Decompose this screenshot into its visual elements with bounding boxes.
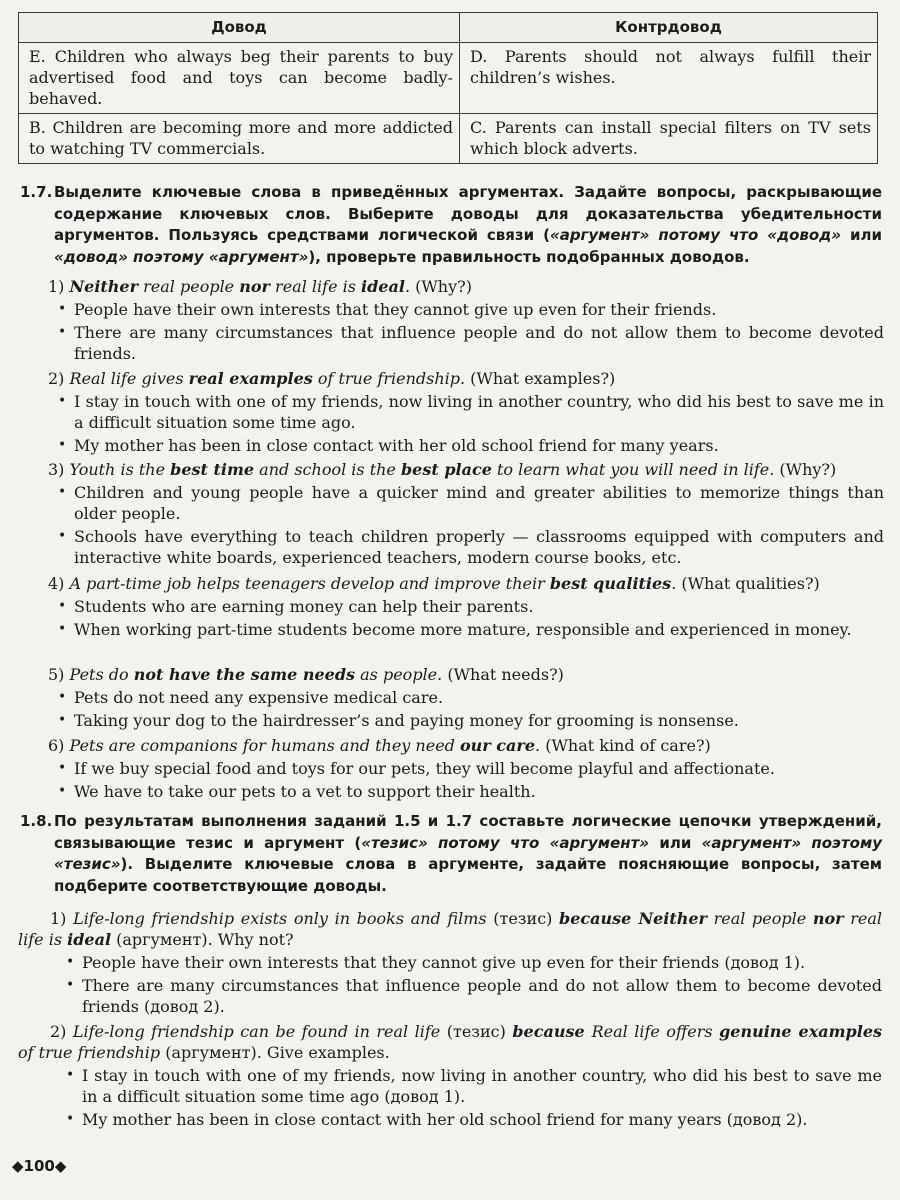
- thesis-label: (тезис): [486, 909, 560, 928]
- argument-text: [70, 460, 775, 479]
- question-text: (What qualities?): [676, 574, 820, 593]
- argument-item: [48, 573, 884, 642]
- table-cell: B. Children are becoming more and more addicted to watching TV commercials.: [19, 114, 460, 164]
- table-cell: E. Children who always beg their parents to buy advertised food and toys can become badly-behaved.: [19, 43, 460, 114]
- table-row: [19, 114, 878, 164]
- task-formula: «довод» поэтому «аргумент»: [54, 247, 309, 266]
- argument-fragment: real people: [138, 277, 240, 296]
- keyword: genuine examples: [719, 1022, 883, 1041]
- keyword: Neither: [638, 909, 707, 928]
- item-number: 3): [48, 460, 65, 479]
- argument-text: [70, 574, 677, 593]
- argument-fragment: Pets do: [69, 665, 134, 684]
- item-number: 1): [48, 277, 65, 296]
- list-item: • My mother has been in close contact with her old school friend for many years.: [48, 435, 884, 456]
- keyword: real examples: [188, 369, 313, 388]
- list-item: • Students who are earning money can help their parents.: [48, 596, 884, 617]
- list-item: • I stay in touch with one of my friends, now living in another country, who did his best to save me in a difficult situation some time ago (довод 1).: [56, 1065, 882, 1107]
- task-text: ). Выделите ключевые слова в аргументе, задайте поясняющие вопросы, затем подберите соответствующие доводы.: [54, 855, 882, 895]
- item-number: 2): [48, 369, 65, 388]
- argument-item: [48, 664, 884, 733]
- thesis-text: Life-long friendship exists only in books and films: [73, 909, 487, 928]
- list-item: • When working part-time students become more mature, responsible and experienced in money.: [48, 619, 884, 640]
- argument-label: (аргумент).: [111, 930, 218, 949]
- keyword: nor: [239, 277, 270, 296]
- argument-item: [48, 459, 884, 570]
- list-item: • There are many circumstances that influence people and do not allow them to become devoted friends (довод 2).: [56, 975, 882, 1017]
- argument-fragment: of true friendship: [18, 1043, 161, 1062]
- task-text: или: [649, 833, 702, 852]
- list-item: • I stay in touch with one of my friends, now living in another country, who did his best to save me in a difficult situation some time ago.: [48, 391, 884, 433]
- keyword: best place: [400, 460, 492, 479]
- list-item: • We have to take our pets to a vet to support their health.: [48, 781, 884, 802]
- question-text: Give examples.: [266, 1043, 390, 1062]
- task-formula: «аргумент» поэтому «тезис»: [54, 833, 882, 873]
- argument-label: (аргумент).: [160, 1043, 267, 1062]
- task-1-7-instructions: [20, 182, 882, 268]
- argument-text: [70, 736, 541, 755]
- connector-word: because: [559, 909, 639, 928]
- task-1-8-instructions: [20, 811, 882, 897]
- argument-fragment: of true friendship.: [312, 369, 466, 388]
- keyword: best qualities: [549, 574, 672, 593]
- list-item: • People have their own interests that they cannot give up even for their friends.: [48, 299, 884, 320]
- list-item: • Children and young people have a quicker mind and greater abilities to memorize things than older people.: [48, 482, 884, 524]
- arguments-table: [18, 12, 878, 164]
- argument-item: [48, 276, 884, 366]
- list-item: • If we buy special food and toys for our pets, they will become playful and affectionate.: [48, 758, 884, 779]
- argument-fragment: A part-time job helps teenagers develop and improve their: [69, 574, 550, 593]
- example-number: 2): [50, 1022, 67, 1041]
- item-number: 6): [48, 736, 65, 755]
- table-header-row: [19, 13, 878, 43]
- table-header-argument: Довод: [19, 13, 460, 43]
- argument-fragment: real life is: [269, 277, 362, 296]
- connector-word: because: [512, 1022, 592, 1041]
- thesis-text: Life-long friendship can be found in real life: [72, 1022, 441, 1041]
- keyword: nor: [812, 909, 844, 928]
- list-item: • Pets do not need any expensive medical care.: [48, 687, 884, 708]
- task-text: ), проверьте правильность подобранных доводов.: [308, 247, 750, 266]
- argument-fragment: Real life offers: [591, 1022, 720, 1041]
- keyword: our care: [459, 736, 536, 755]
- argument-fragment: to learn what you will need in life.: [491, 460, 775, 479]
- item-number: 5): [48, 665, 65, 684]
- keyword: best time: [170, 460, 255, 479]
- logic-chain-example: [18, 1021, 882, 1132]
- list-item: • There are many circumstances that influence people and do not allow them to become devoted friends.: [48, 322, 884, 364]
- thesis-label: (тезис): [440, 1022, 513, 1041]
- argument-text: [70, 665, 443, 684]
- argument-item: [48, 735, 884, 804]
- argument-fragment: .: [404, 277, 411, 296]
- list-item: • Schools have everything to teach children properly — classrooms equipped with computers and interactive white boards, experienced teachers, modern course books, etc.: [48, 526, 884, 568]
- argument-item: [48, 368, 884, 458]
- task-number: 1.7.: [20, 183, 53, 201]
- argument-fragment: .: [671, 574, 677, 593]
- logic-chain-example: [18, 908, 882, 1019]
- keyword: not have the same needs: [133, 665, 356, 684]
- table-row: [19, 43, 878, 114]
- list-item: • My mother has been in close contact with her old school friend for many years (довод 2).: [56, 1109, 882, 1130]
- argument-fragment: real life is: [18, 909, 883, 949]
- argument-text: [70, 277, 411, 296]
- task-text: По результатам выполнения заданий 1.5 и 1.7 составьте логические цепочки утверждений, связывающие тезис и аргумент (: [54, 812, 882, 852]
- argument-fragment: and school is the: [254, 460, 401, 479]
- argument-fragment: as people.: [355, 665, 443, 684]
- question-text: (What kind of care?): [540, 736, 711, 755]
- item-number: 4): [48, 574, 65, 593]
- task-formula: «аргумент» потому что «довод»: [549, 226, 842, 244]
- argument-fragment: Youth is the: [69, 460, 171, 479]
- task-number: 1.8.: [20, 812, 53, 830]
- list-item: • People have their own interests that they cannot give up even for their friends (довод 1).: [56, 952, 882, 973]
- task-formula: «тезис» потому что «аргумент»: [361, 833, 650, 852]
- question-text: (Why?): [410, 277, 472, 296]
- task-text: Выделите ключевые слова в приведённых аргументах. Задайте вопросы, раскрывающие содержание ключевых слов. Выберите доводы для доказательства убедительности аргументов. Пользуясь средствами логической связи (: [54, 183, 882, 244]
- question-text: (What needs?): [442, 665, 564, 684]
- list-item: • Taking your dog to the hairdresser’s and paying money for grooming is nonsense.: [48, 710, 884, 731]
- argument-fragment: .: [535, 736, 541, 755]
- argument-fragment: real people: [706, 909, 813, 928]
- task-text: или: [841, 226, 883, 244]
- table-header-counterargument: Контрдовод: [460, 13, 878, 43]
- keyword: Neither: [69, 277, 139, 296]
- argument-fragment: Pets are companions for humans and they need: [69, 736, 460, 755]
- table-cell: C. Parents can install special filters on TV sets which block adverts.: [460, 114, 878, 164]
- keyword: ideal: [361, 277, 405, 296]
- question-text: Why not?: [217, 930, 294, 949]
- question-text: (Why?): [774, 460, 837, 479]
- example-number: 1): [50, 909, 67, 928]
- argument-fragment: Real life gives: [69, 369, 189, 388]
- argument-text: [70, 369, 466, 388]
- page-number: ◆100◆: [12, 1157, 67, 1175]
- table-cell: D. Parents should not always fulfill their children’s wishes.: [460, 43, 878, 114]
- question-text: (What examples?): [465, 369, 616, 388]
- keyword: ideal: [67, 930, 112, 949]
